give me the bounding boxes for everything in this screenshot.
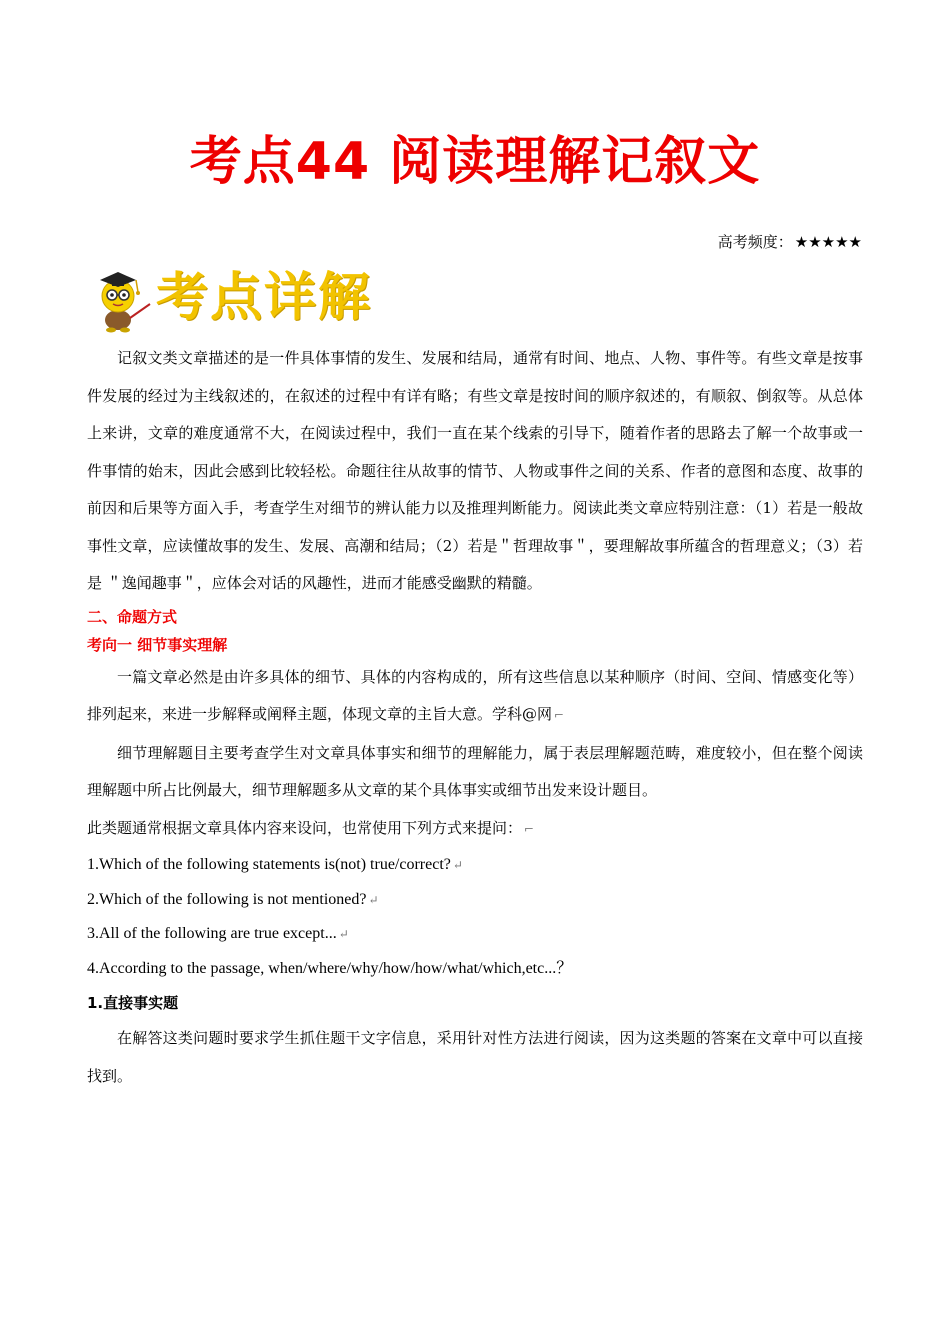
banner-text: 考点详解 bbox=[156, 267, 373, 328]
detail-paragraph-3 bbox=[87, 810, 863, 849]
question-pattern-1 bbox=[87, 848, 863, 883]
paragraph-mark-icon: ⌐ bbox=[554, 708, 565, 722]
paragraph-mark-icon: ⌐ bbox=[524, 821, 535, 836]
subsection-heading: 考向一 细节事实理解 bbox=[87, 635, 228, 654]
page-title: 考点44 阅读理解记叙文 bbox=[189, 132, 761, 192]
line-break-icon: ↵ bbox=[338, 927, 349, 941]
intro-paragraph: 记叙文类文章描述的是一件具体事情的发生、发展和结局，通常有时间、地点、人物、事件等。有些文章是按事件发展的经过为主线叙述的，在叙述的过程中有详有略；有些文章是按时间的顺序叙述的，有顺叙、倒叙等。从总体上来讲，文章的难度通常不大，在阅读过程中，我们一直在某个线索的引导下，随着作者的思路去了解一个故事或一件事情的始末，因此会感到比较轻松。命题往往从故事的情节、人物或事件之间的关系、作者的意图和态度、故事的前因和后果等方面入手，考查学生对细节的辨认能力以及推理判断能力。阅读此类文章应特别注意：（1）若是一般故事性文章，应读懂故事的发生、发展、高潮和结局；（2）若是＂哲理故事＂，要理解故事所蕴含的哲理意义；（3）若是 ＂逸闻趣事＂，应体会对话的风趣性，进而才能感受幽默的精髓。 bbox=[87, 349, 863, 592]
question-pattern-4: 4.According to the passage, when/where/why/how/how/what/which,etc...？ bbox=[87, 959, 573, 977]
direct-fact-heading: 1.直接事实题 bbox=[87, 994, 179, 1012]
direct-fact-paragraph: 在解答这类问题时要求学生抓住题干文字信息，采用针对性方法进行阅读，因为这类题的答案在文章中可以直接找到。 bbox=[87, 1029, 863, 1085]
question-pattern-2-text: 2.Which of the following is not mentioned? bbox=[87, 890, 367, 908]
question-pattern-2 bbox=[87, 883, 863, 918]
question-pattern-3 bbox=[87, 917, 863, 952]
graduation-cap-mascot-icon bbox=[90, 262, 160, 334]
question-pattern-3-text: 3.All of the following are true except... bbox=[87, 925, 337, 942]
line-break-icon: ↵ bbox=[452, 858, 463, 872]
section-heading: 二、命题方式 bbox=[87, 607, 178, 626]
main-content bbox=[87, 340, 863, 1095]
line-break-icon: ↵ bbox=[368, 892, 379, 907]
frequency-label: 高考频度： bbox=[717, 233, 793, 251]
exam-frequency bbox=[718, 232, 862, 252]
section-banner bbox=[90, 262, 390, 334]
frequency-stars: ★★★★★ bbox=[794, 233, 862, 251]
detail-paragraph-3-text: 此类题通常根据文章具体内容来设问，也常使用下列方式来提问： bbox=[87, 818, 523, 837]
detail-paragraph-2: 细节理解题目主要考查学生对文章具体事实和细节的理解能力，属于表层理解题范畴，难度较小，但在整个阅读理解题中所占比例最大，细节理解题多从文章的某个具体事实或细节出发来设计题目。 bbox=[87, 743, 863, 799]
detail-paragraph-1 bbox=[87, 659, 863, 735]
detail-paragraph-1-text: 一篇文章必然是由许多具体的细节、具体的内容构成的，所有这些信息以某种顺序（时间、空间、情感变化等）排列起来，来进一步解释或阐释主题，体现文章的主旨大意。学科@网 bbox=[87, 667, 863, 723]
question-pattern-1-text: 1.Which of the following statements is(not) true/correct? bbox=[87, 856, 451, 873]
